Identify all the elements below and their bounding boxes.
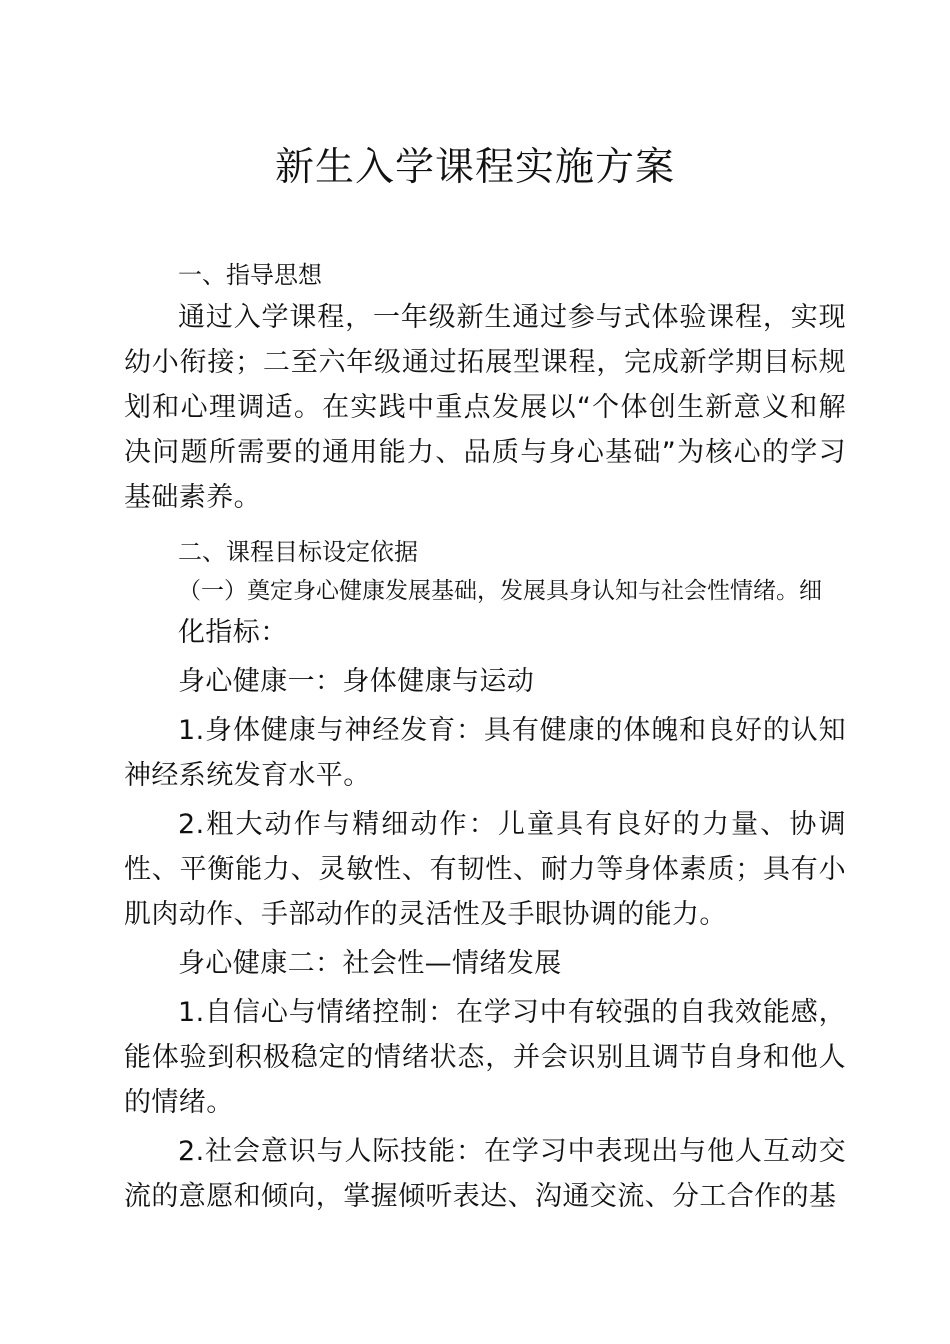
health-1-item-2: 2.粗大动作与精细动作：儿童具有良好的力量、协调性、平衡能力、灵敏性、有韧性、耐力等身体素质；具有小肌肉动作、手部动作的灵活性及手眼协调的能力。 [124, 809, 846, 930]
health-heading-2: 身心健康二：社会性—情绪发展 [178, 948, 562, 979]
paragraph-guiding-ideology: 通过入学课程，一年级新生通过参与式体验课程，实现幼小衔接；二至六年级通过拓展型课程，完成新学期目标规划和心理调适。在实践中重点发展以“个体创生新意义和解决问题所需要的通用能力、品质与身心基础”为核心的学习基础素养。 [124, 302, 846, 513]
document-body [124, 255, 846, 1219]
health-2-item-2: 2.社会意识与人际技能：在学习中表现出与他人互动交流的意愿和倾向，掌握倾听表达、沟通交流、分工合作的基 [124, 1136, 846, 1212]
subsection-heading-line2: 化指标： [178, 617, 288, 648]
document-title: 新生入学课程实施方案 [274, 145, 675, 190]
section-heading-course-goals: 二、课程目标设定依据 [178, 538, 418, 566]
health-1-item-1: 1.身体健康与神经发育：具有健康的体魄和良好的认知神经系统发育水平。 [124, 715, 846, 791]
subsection-heading-line1: （一）奠定身心健康发展基础，发展具身认知与社会性情绪。细 [178, 578, 822, 604]
health-2-item-1: 1.自信心与情绪控制：在学习中有较强的自我效能感，能体验到积极稳定的情绪状态，并会识别且调节自身和他人的情绪。 [124, 997, 846, 1118]
section-heading-guiding-ideology: 一、指导思想 [178, 261, 322, 289]
health-heading-1: 身心健康一：身体健康与运动 [178, 666, 535, 697]
